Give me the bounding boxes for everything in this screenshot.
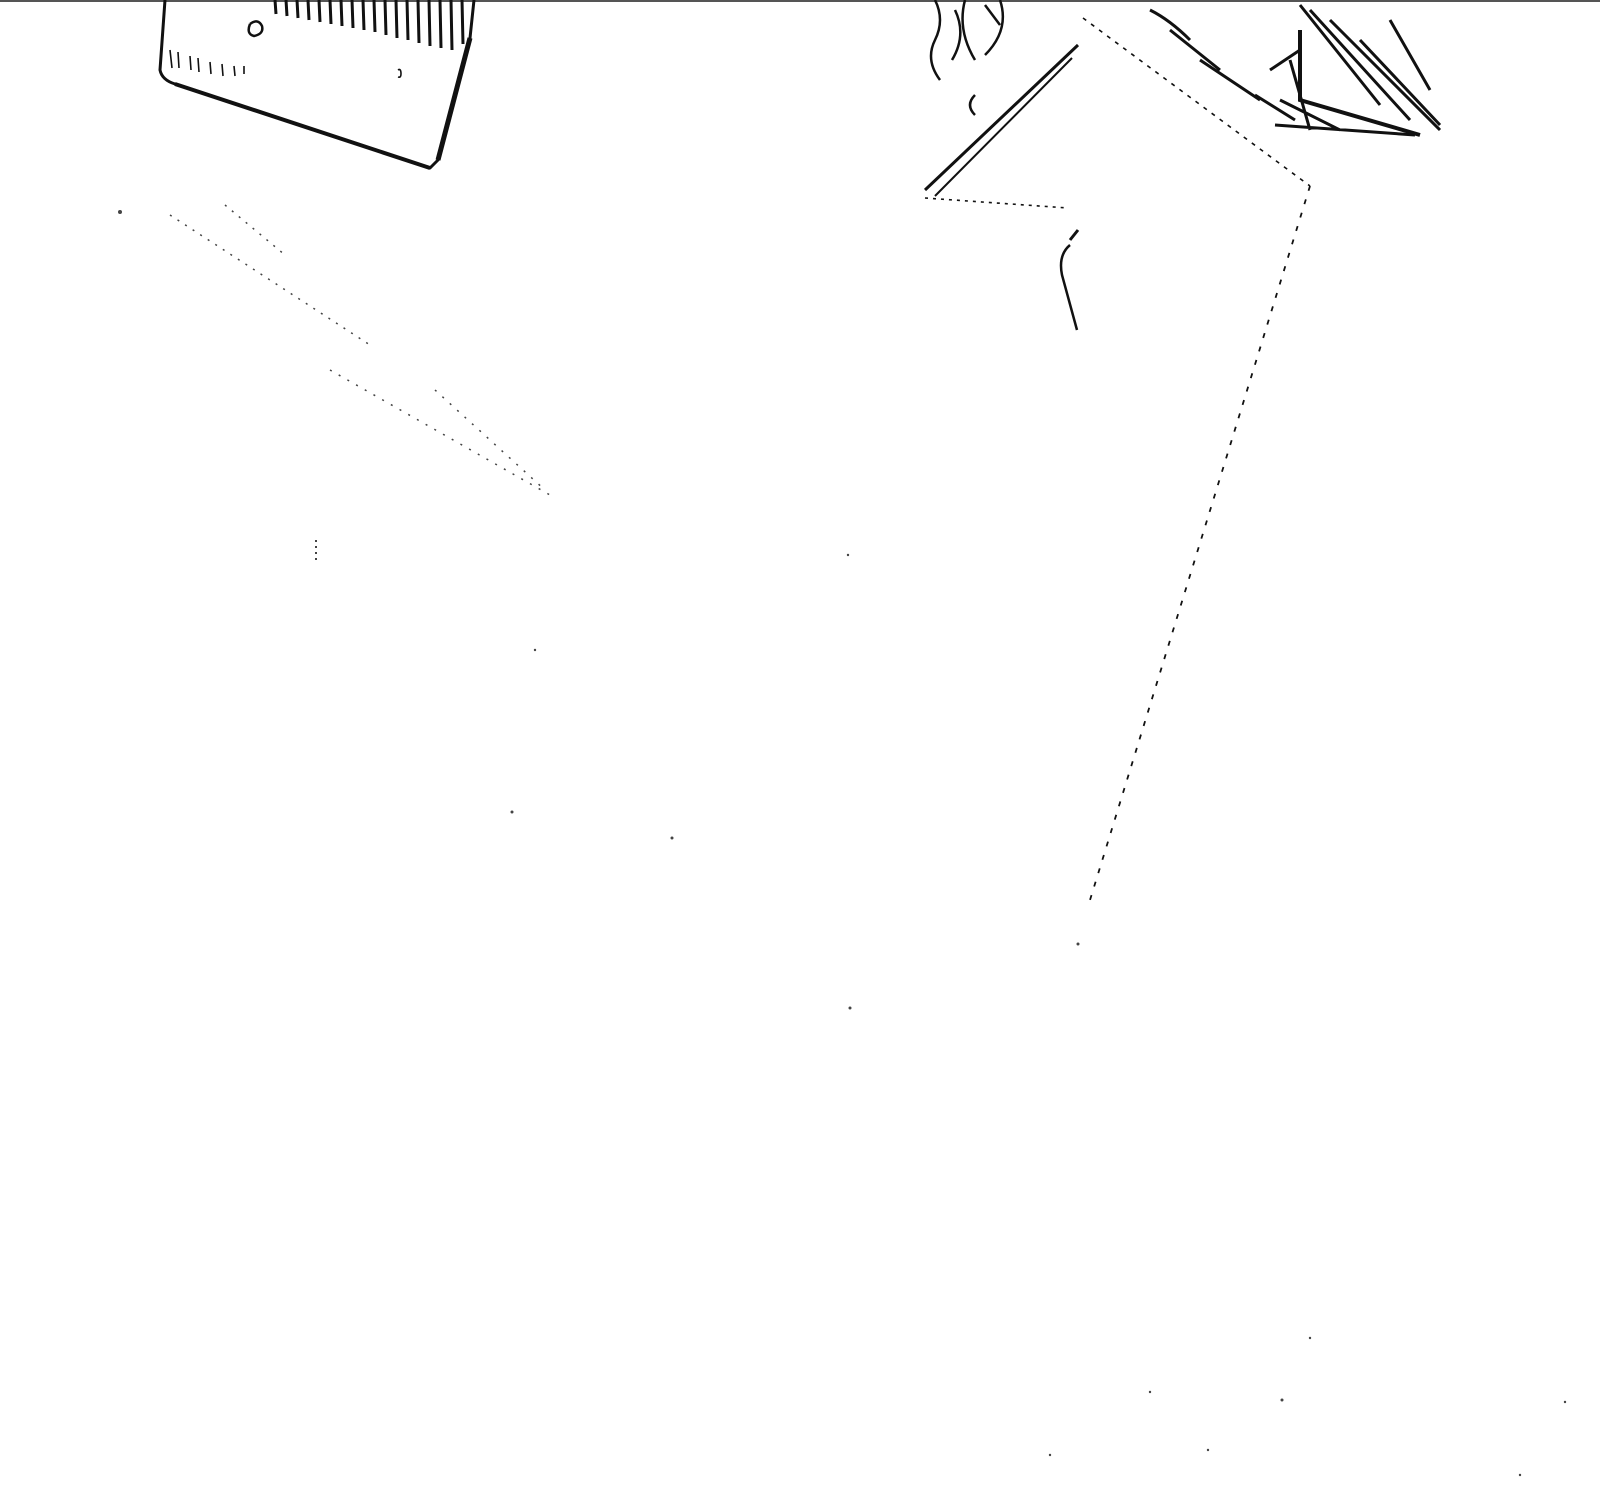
scan-specks bbox=[118, 210, 1566, 1476]
scribble-top-center bbox=[931, 0, 1003, 115]
comb-teeth bbox=[275, 0, 463, 50]
kite-sketch bbox=[925, 0, 1440, 900]
dotted-trails bbox=[170, 205, 550, 560]
tilted-card-sketch bbox=[160, 0, 474, 168]
scribble-top-right bbox=[1150, 5, 1440, 135]
